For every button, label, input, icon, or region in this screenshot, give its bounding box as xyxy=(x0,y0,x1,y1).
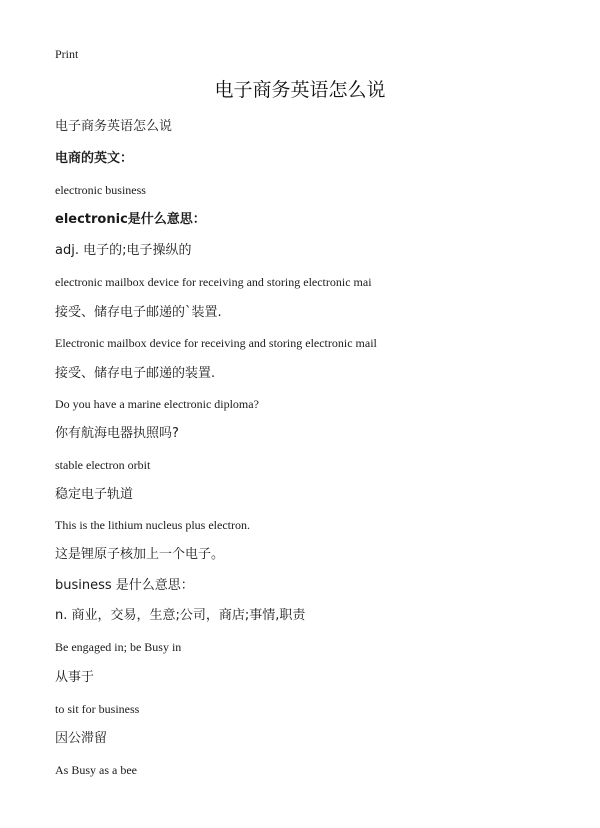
text-line: Do you have a marine electronic diploma? xyxy=(55,397,259,411)
section-heading: 电商的英文： xyxy=(55,151,134,166)
text-line: to sit for business xyxy=(55,702,140,716)
text-line: Be engaged in; be Busy in xyxy=(55,640,182,654)
text-line: 从事于 xyxy=(55,670,95,685)
text-line: 你有航海电器执照吗? xyxy=(55,426,179,441)
text-line: adj. 电子的;电子操纵的 xyxy=(55,243,192,258)
text-line: 因公滞留 xyxy=(55,731,108,746)
print-link[interactable]: Print xyxy=(55,47,79,61)
text-line: 这是锂原子核加上一个电子。 xyxy=(55,547,225,562)
text-line: 接受、储存电子邮递的装置. xyxy=(55,366,216,381)
text-line: 稳定电子轨道 xyxy=(55,487,134,502)
section-heading: electronic是什么意思： xyxy=(55,212,206,227)
text-line: As Busy as a bee xyxy=(55,763,137,777)
text-line: This is the lithium nucleus plus electron. xyxy=(55,518,250,532)
text-line: Electronic mailbox device for receiving and storing electronic mail xyxy=(55,336,377,350)
text-line: electronic mailbox device for receiving and storing electronic mai xyxy=(55,275,372,289)
document-title: 电子商务英语怎么说 xyxy=(214,79,386,101)
subtitle-line: 电子商务英语怎么说 xyxy=(55,119,173,134)
text-line: electronic business xyxy=(55,183,146,197)
section-heading: business 是什么意思： xyxy=(55,578,194,593)
text-line: 接受、储存电子邮递的`装置. xyxy=(55,305,222,320)
text-line: n. 商业，交易，生意;公司，商店;事情,职责 xyxy=(55,608,306,623)
text-line: stable electron orbit xyxy=(55,458,151,472)
